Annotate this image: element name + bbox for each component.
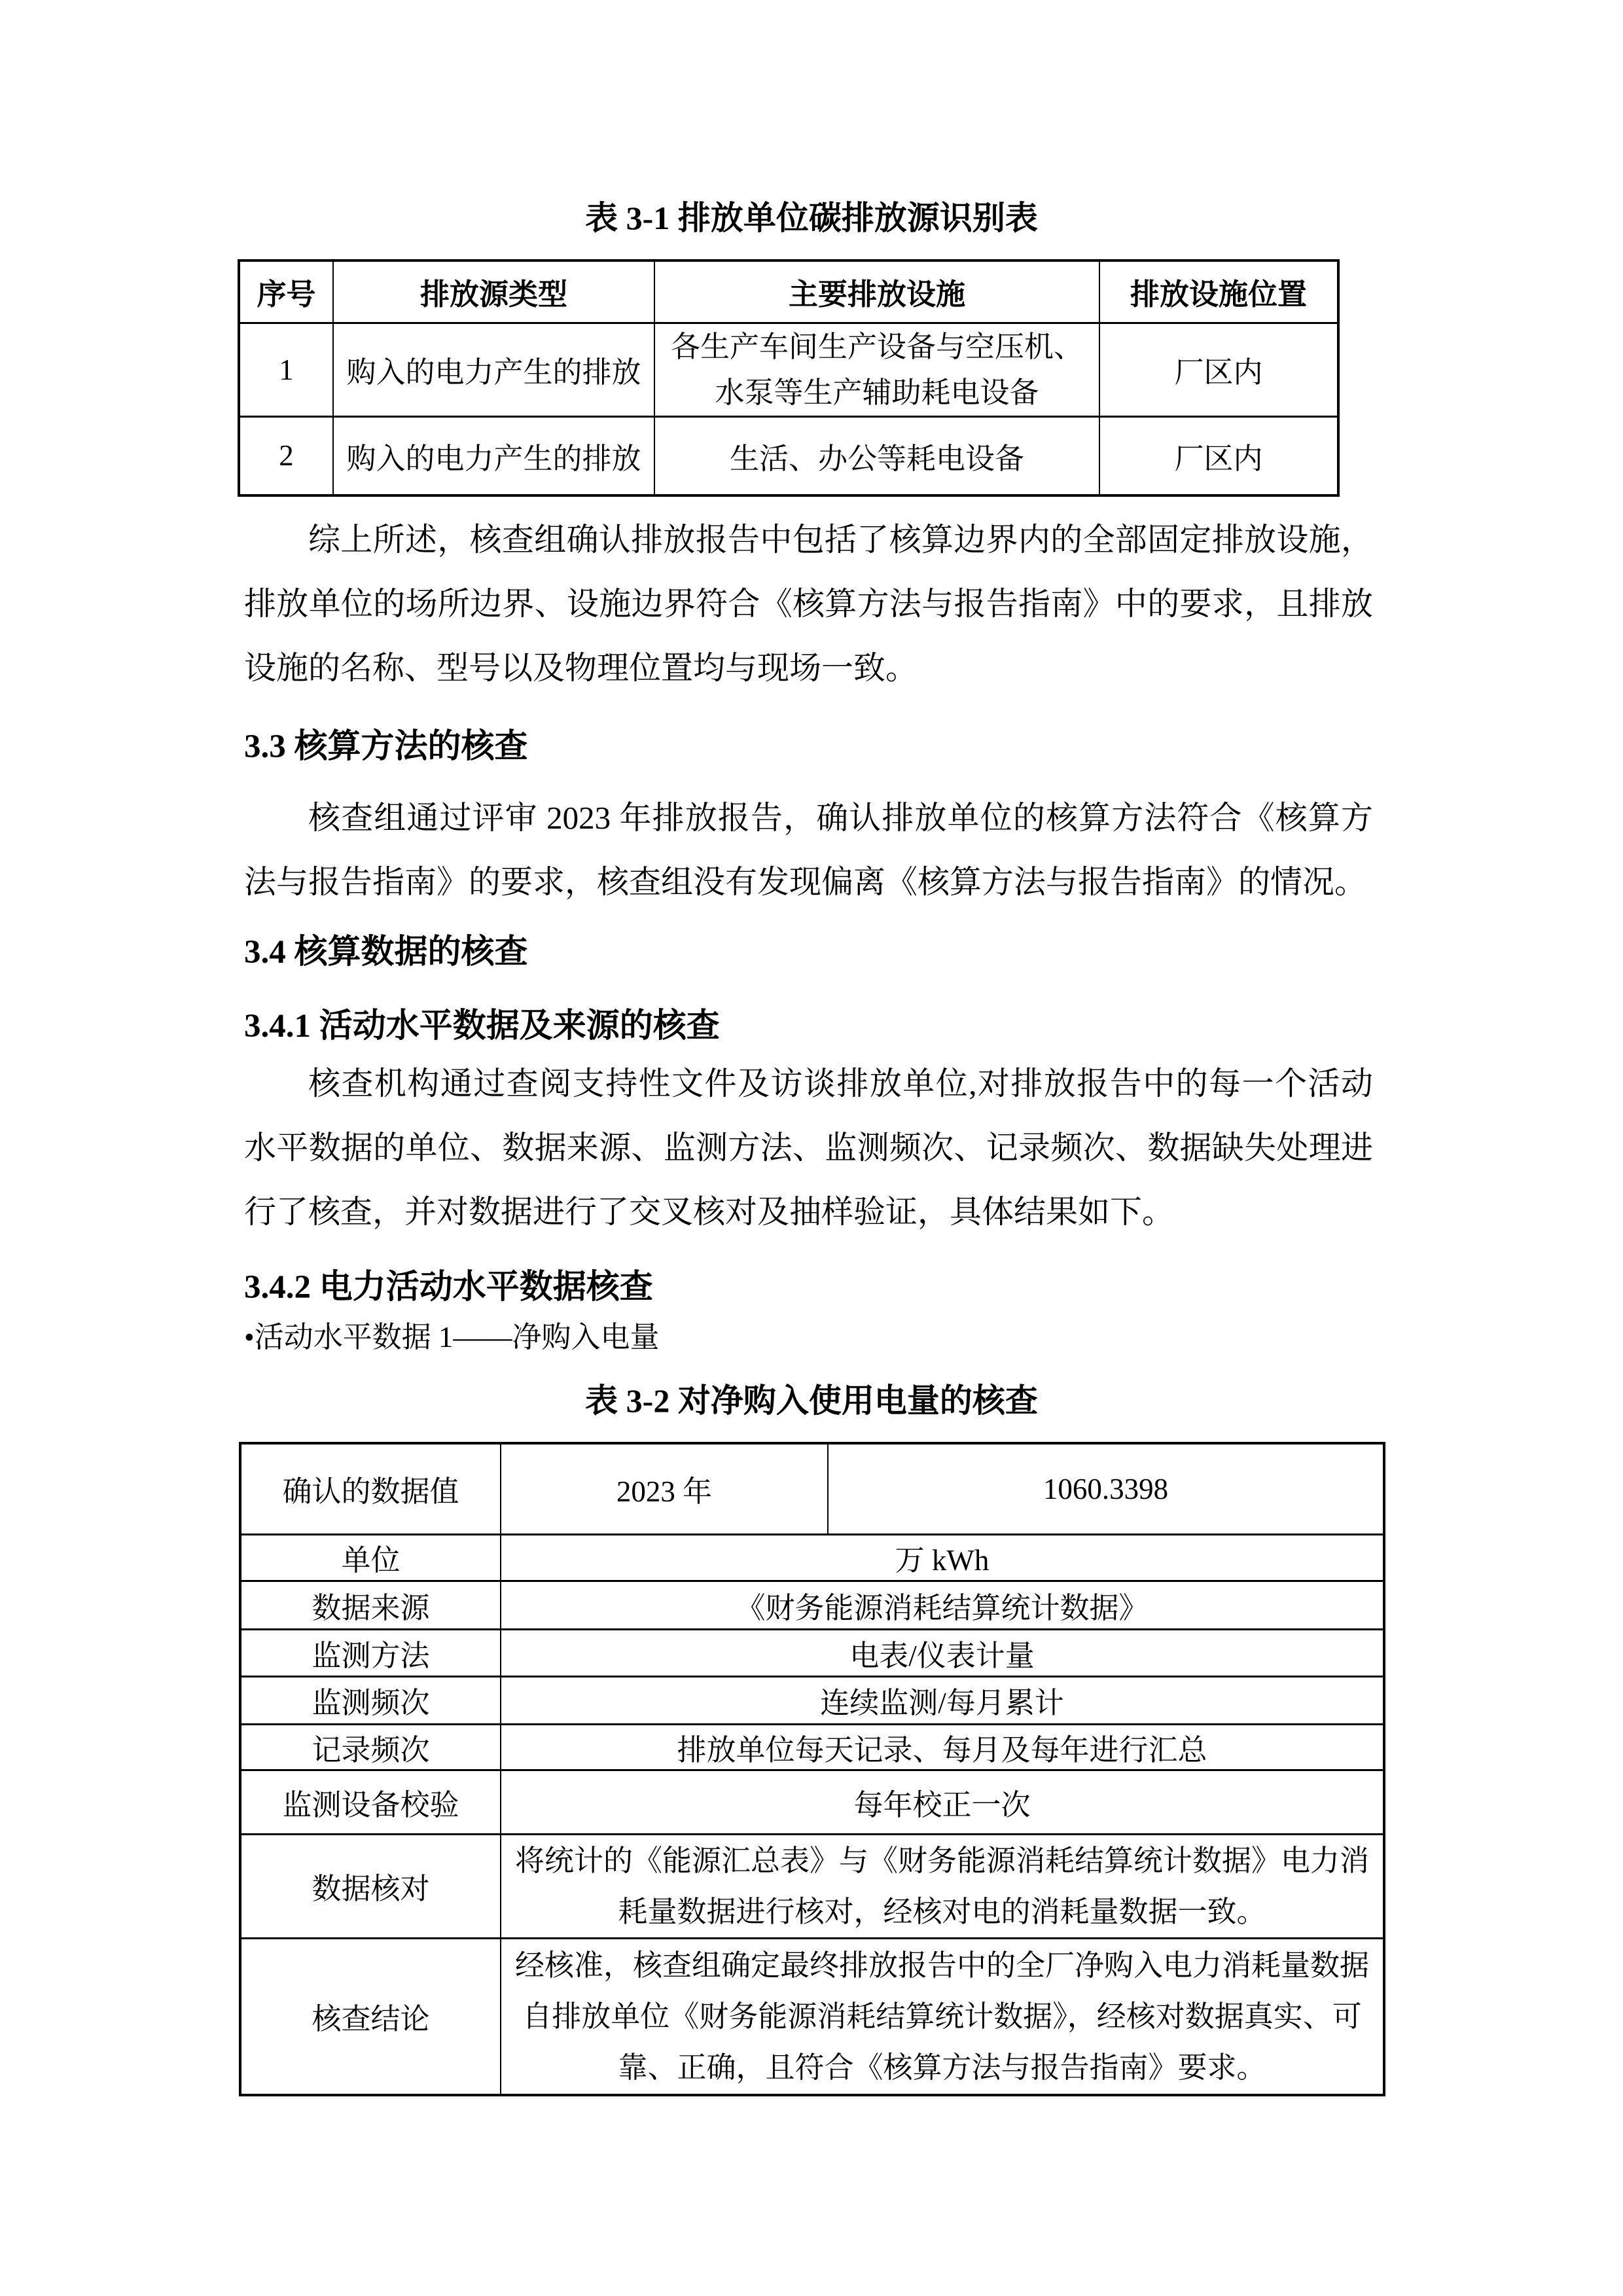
col-header-no: 序号 bbox=[239, 260, 333, 323]
cell-row1-no: 1 bbox=[239, 323, 333, 416]
cell-row2-facility: 生活、办公等耗电设备 bbox=[654, 416, 1099, 495]
cell-row2-no: 2 bbox=[239, 416, 333, 495]
table-electricity-verification bbox=[239, 1442, 1385, 2096]
cell-monitor-method-label: 监测方法 bbox=[240, 1629, 501, 1676]
cell-monitor-freq-value: 连续监测/每月累计 bbox=[501, 1676, 1384, 1724]
section-heading-3-4: 3.4 核算数据的核查 bbox=[244, 934, 528, 971]
cell-conclusion-value: 经核准，核查组确定最终排放报告中的全厂净购入电力消耗量数据自排放单位《财务能源消耗结算统计数据》，经核对数据真实、可靠、正确，且符合《核算方法与报告指南》要求。 bbox=[501, 1938, 1384, 2095]
table-row bbox=[240, 1443, 1384, 1534]
cell-device-calibration-label: 监测设备校验 bbox=[240, 1770, 501, 1834]
table-row bbox=[239, 416, 1338, 495]
cell-datasource-label: 数据来源 bbox=[240, 1581, 501, 1629]
cell-confirmed-label: 确认的数据值 bbox=[240, 1443, 501, 1534]
cell-row2-location: 厂区内 bbox=[1099, 416, 1338, 495]
cell-datasource-value: 《财务能源消耗结算统计数据》 bbox=[501, 1581, 1384, 1629]
section-heading-3-3: 3.3 核算方法的核查 bbox=[244, 728, 528, 765]
table-row bbox=[240, 1938, 1384, 2095]
cell-record-freq-label: 记录频次 bbox=[240, 1724, 501, 1770]
cell-record-freq-value: 排放单位每天记录、每月及每年进行汇总 bbox=[501, 1724, 1384, 1770]
section-heading-3-4-2: 3.4.2 电力活动水平数据核查 bbox=[244, 1269, 653, 1306]
cell-conclusion-label: 核查结论 bbox=[240, 1938, 501, 2095]
cell-monitor-freq-label: 监测频次 bbox=[240, 1676, 501, 1724]
table-row bbox=[240, 1724, 1384, 1770]
table-row bbox=[240, 1834, 1384, 1938]
cell-confirmed-year: 2023 年 bbox=[501, 1443, 828, 1534]
table-row bbox=[240, 1581, 1384, 1629]
cell-row1-type: 购入的电力产生的排放 bbox=[333, 323, 654, 416]
cell-confirmed-value: 1060.3398 bbox=[828, 1443, 1384, 1534]
paragraph-method-check: 核查组通过评审 2023 年排放报告，确认排放单位的核算方法符合《核算方法与报告指南》的要求，核查组没有发现偏离《核算方法与报告指南》的情况。 bbox=[244, 800, 1373, 900]
cell-unit-label: 单位 bbox=[240, 1534, 501, 1581]
cell-device-calibration-value: 每年校正一次 bbox=[501, 1770, 1384, 1834]
col-header-main-facility: 主要排放设施 bbox=[654, 260, 1099, 323]
cell-row2-type: 购入的电力产生的排放 bbox=[333, 416, 654, 495]
table-row bbox=[240, 1770, 1384, 1834]
paragraph-summary: 综上所述，核查组确认排放报告中包括了核算边界内的全部固定排放设施，排放单位的场所边界、设施边界符合《核算方法与报告指南》中的要求，且排放设施的名称、型号以及物理位置均与现场一致。 bbox=[244, 522, 1373, 686]
cell-monitor-method-value: 电表/仪表计量 bbox=[501, 1629, 1384, 1676]
table-row bbox=[240, 1676, 1384, 1724]
cell-data-crosscheck-value: 将统计的《能源汇总表》与《财务能源消耗结算统计数据》电力消耗量数据进行核对，经核对电的消耗量数据一致。 bbox=[501, 1834, 1384, 1938]
col-header-source-type: 排放源类型 bbox=[333, 260, 654, 323]
cell-unit-value: 万 kWh bbox=[501, 1534, 1384, 1581]
paragraph-activity-check: 核查机构通过查阅支持性文件及访谈排放单位,对排放报告中的每一个活动水平数据的单位、数据来源、监测方法、监测频次、记录频次、数据缺失处理进行了核查，并对数据进行了交叉核对及抽样验证，具体结果如下。 bbox=[244, 1066, 1373, 1230]
table2-title: 表 3-2 对净购入使用电量的核查 bbox=[585, 1382, 1038, 1419]
table-row bbox=[239, 323, 1338, 416]
cell-row1-facility: 各生产车间生产设备与空压机、水泵等生产辅助耗电设备 bbox=[654, 323, 1099, 416]
table-row bbox=[240, 1534, 1384, 1581]
table1-title: 表 3-1 排放单位碳排放源识别表 bbox=[585, 200, 1038, 236]
col-header-facility-location: 排放设施位置 bbox=[1099, 260, 1338, 323]
table-row bbox=[239, 260, 1338, 323]
section-heading-3-4-1: 3.4.1 活动水平数据及来源的核查 bbox=[244, 1008, 720, 1045]
table-row bbox=[240, 1629, 1384, 1676]
table-emission-sources bbox=[238, 259, 1340, 497]
cell-row1-location: 厂区内 bbox=[1099, 323, 1338, 416]
cell-data-crosscheck-label: 数据核对 bbox=[240, 1834, 501, 1938]
activity-data-bullet: •活动水平数据 1——净购入电量 bbox=[244, 1321, 660, 1354]
